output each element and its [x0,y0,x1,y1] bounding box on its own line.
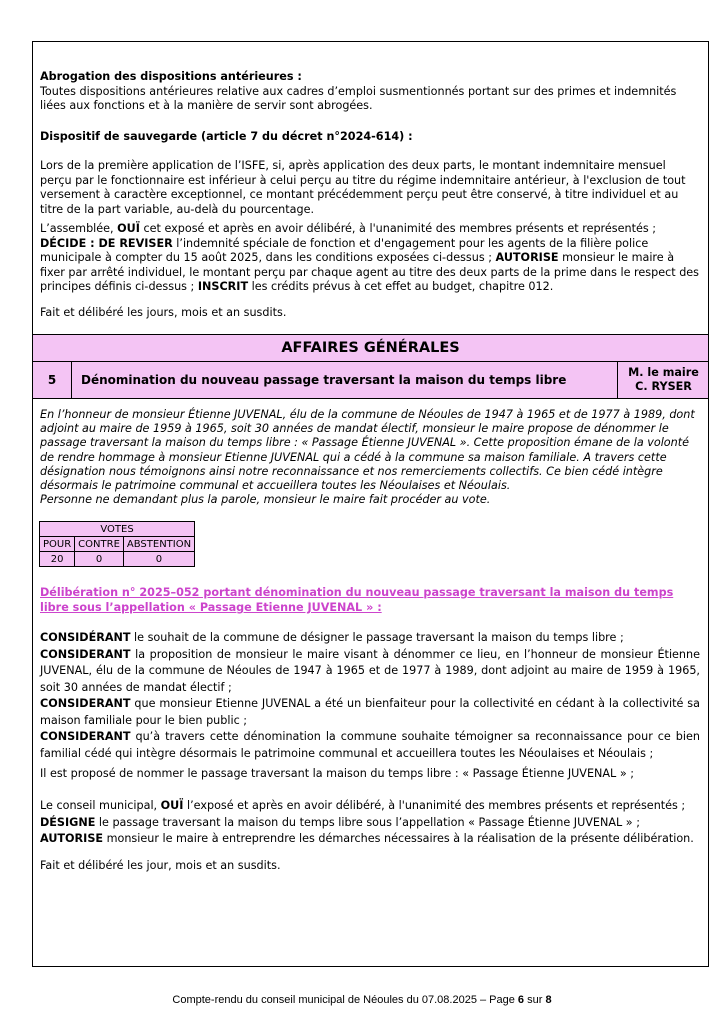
votes-label-contre: CONTRE [75,537,124,552]
considerant-text: que monsieur Etienne JUVENAL a été un bienfaiteur pour la collectivité en cédant à la collectivité sa maison familiale pour le bien public ; [40,697,700,727]
votes-label-pour: POUR [40,537,75,552]
assemblee-text-5: les crédits prévus à cet effet au budget, chapitre 012. [248,280,554,293]
conseil-oui: OUÏ [160,799,184,812]
considerant-kw: CONSIDERANT [40,647,131,661]
proposal-line [40,766,700,783]
section-title: AFFAIRES GÉNÉRALES [281,340,460,356]
assemblee-oui: OUÏ [117,222,140,235]
item-title: Dénomination du nouveau passage traversant la maison du temps libre [81,373,567,387]
conseil-text-4: monsieur le maire à entreprendre les démarches nécessaires à la réalisation de la présente délibération. [103,832,694,845]
intro-text: En l’honneur de monsieur Étienne JUVENAL, élu de la commune de Néoules de 1947 à 1965 et de 1977 à 1989, dont adjoint au maire de 1959 à 1965, soit 30 années de mandat électif, monsieur le maire propose de dénommer le passage traversant la maison du temps libre : « Passage Étienne JUVENAL ». Cette proposition émane de la volonté de rendre hommage à monsieur Etienne JUVENAL qui a cédé à la commune sa maison familiale. A travers cette désignation nous témoignons ainsi notre reconnaissance et nos remerciements collectifs. Ce bien cédé intègre désormais le patrimoine communal et accueillera toutes les Néoulaises et Néoulais. [40,408,695,493]
assemblee-text-4: monsieur le maire à fixer par arrêté individuel, le montant perçu par chaque agent au titre des deux parts de la prime dans le respect des principes définis ci-dessus ; [40,251,700,293]
fait-text-2: Fait et délibéré les jour, mois et an susdits. [40,859,281,872]
assemblee-decide: DÉCIDE : DE REVISER [40,236,173,250]
votes-table [39,521,195,567]
votes-label-abstention: ABSTENTION [123,537,194,552]
deliberation-title [40,585,700,615]
footer-text-2: sur [524,994,546,1006]
conseil-designe: DÉSIGNE [40,815,96,829]
votes-value-pour: 20 [40,552,75,567]
item-rapporteurs [617,362,709,398]
considerant-text: le souhait de la commune de désigner le passage traversant la maison du temps libre ; [130,631,624,644]
considerants-block [40,630,700,762]
conseil-autorise: AUTORISE [40,832,104,845]
assemblee-inscrit: INSCRIT [197,280,249,293]
considerant-2 [40,647,700,697]
abrogation-text: Toutes dispositions antérieures relative aux cadres d’emploi susmentionnés portant sur des primes et indemnités liées aux fonctions et à la manière de servir sont abrogées. [40,84,677,112]
deliberation-title-text: Délibération n° 2025–052 portant dénomination du nouveau passage traversant la maison du temps libre sous l’appellation « Passage Etienne JUVENAL » : [40,586,674,614]
votes-header: VOTES [40,522,195,537]
considerant-3 [40,696,700,729]
intro-text-2: Personne ne demandant plus la parole, monsieur le maire fait procéder au vote. [40,493,491,507]
intro-paragraph [40,408,700,507]
abrogation-heading: Abrogation des dispositions antérieures : [40,70,302,83]
votes-value-contre: 0 [75,552,124,567]
considerant-kw: CONSIDERANT [40,730,131,743]
item-number: 5 [33,362,72,398]
considerant-4 [40,729,700,762]
abrogation-section [40,70,700,114]
assemblee-paragraph [40,222,700,295]
sauvegarde-section [40,130,700,145]
fait-text-1: Fait et délibéré les jours, mois et an susdits. [40,306,287,319]
assemblee-text-3: l’indemnité spéciale de fonction et d'engagement pour les agents de la filière police municipale à compter du 15 août 2025, dans les conditions exposées ci-dessus ; [40,236,649,264]
rapporteur-2: C. RYSER [635,380,692,393]
footer-text-1: Compte-rendu du conseil municipal de Néoules du 07.08.2025 – Page [172,994,518,1006]
considerant-text: la proposition de monsieur le maire visant à dénommer ce lieu, en l’honneur de monsieur Étienne JUVENAL, élu de la commune de Néoules de 1947 à 1965 et de 1977 à 1989, dont adjoint au maire de 1959 à 1965, soit 30 années de mandat électif ; [40,647,700,694]
sauvegarde-heading: Dispositif de sauvegarde (article 7 du décret n°2024-614) : [40,130,413,143]
sauvegarde-text: Lors de la première application de l’ISFE, si, après application des deux parts, le montant indemnitaire mensuel perçu par le fonctionnaire est inférieur à celui perçu au titre du régime indemnitaire antérieur, à l'exclusion de tout versement à caractère exceptionnel, ce montant précédemment perçu peut être conservé, à titre individuel et au titre de la part variable, au-delà du pourcentage. [40,159,686,216]
votes-value-abstention: 0 [123,552,194,567]
assemblee-text-2: cet exposé et après en avoir délibéré, à l'unanimité des membres présents et représentés ; [139,222,657,235]
fait-line-1 [40,306,700,321]
section-header [33,334,708,362]
conseil-text-1: Le conseil municipal, [40,799,161,812]
rapporteur-1: M. le maire [628,366,699,379]
sauvegarde-body [40,159,700,217]
assemblee-text-1: L’assemblée, [40,222,118,235]
conseil-text-2: l’exposé et après en avoir délibéré, à l'unanimité des membres présents et représentés ; [183,799,686,812]
conseil-paragraph [40,798,700,848]
assemblee-autorise: AUTORISE [495,251,559,264]
considerant-1 [40,630,700,647]
conseil-text-3: le passage traversant la maison du temps libre sous l’appellation « Passage Étienne JUVENAL » ; [95,815,640,829]
footer-total: 8 [545,994,552,1006]
footer-page: 6 [517,994,525,1006]
considerant-kw: CONSIDERANT [40,697,131,710]
proposal-text: Il est proposé de nommer le passage traversant la maison du temps libre : « Passage Étienne JUVENAL » ; [40,767,635,780]
page-footer [0,994,724,1006]
agenda-item-row [33,362,708,399]
considerant-kw: CONSIDÉRANT [40,631,131,644]
considerant-text: qu’à travers cette dénomination la commune souhaite témoigner sa reconnaissance pour ce bien familial cédé qui intègre désormais le patrimoine communal et accueillera toutes les Néoulaises et Néoulais ; [40,730,700,760]
fait-line-2 [40,858,700,875]
